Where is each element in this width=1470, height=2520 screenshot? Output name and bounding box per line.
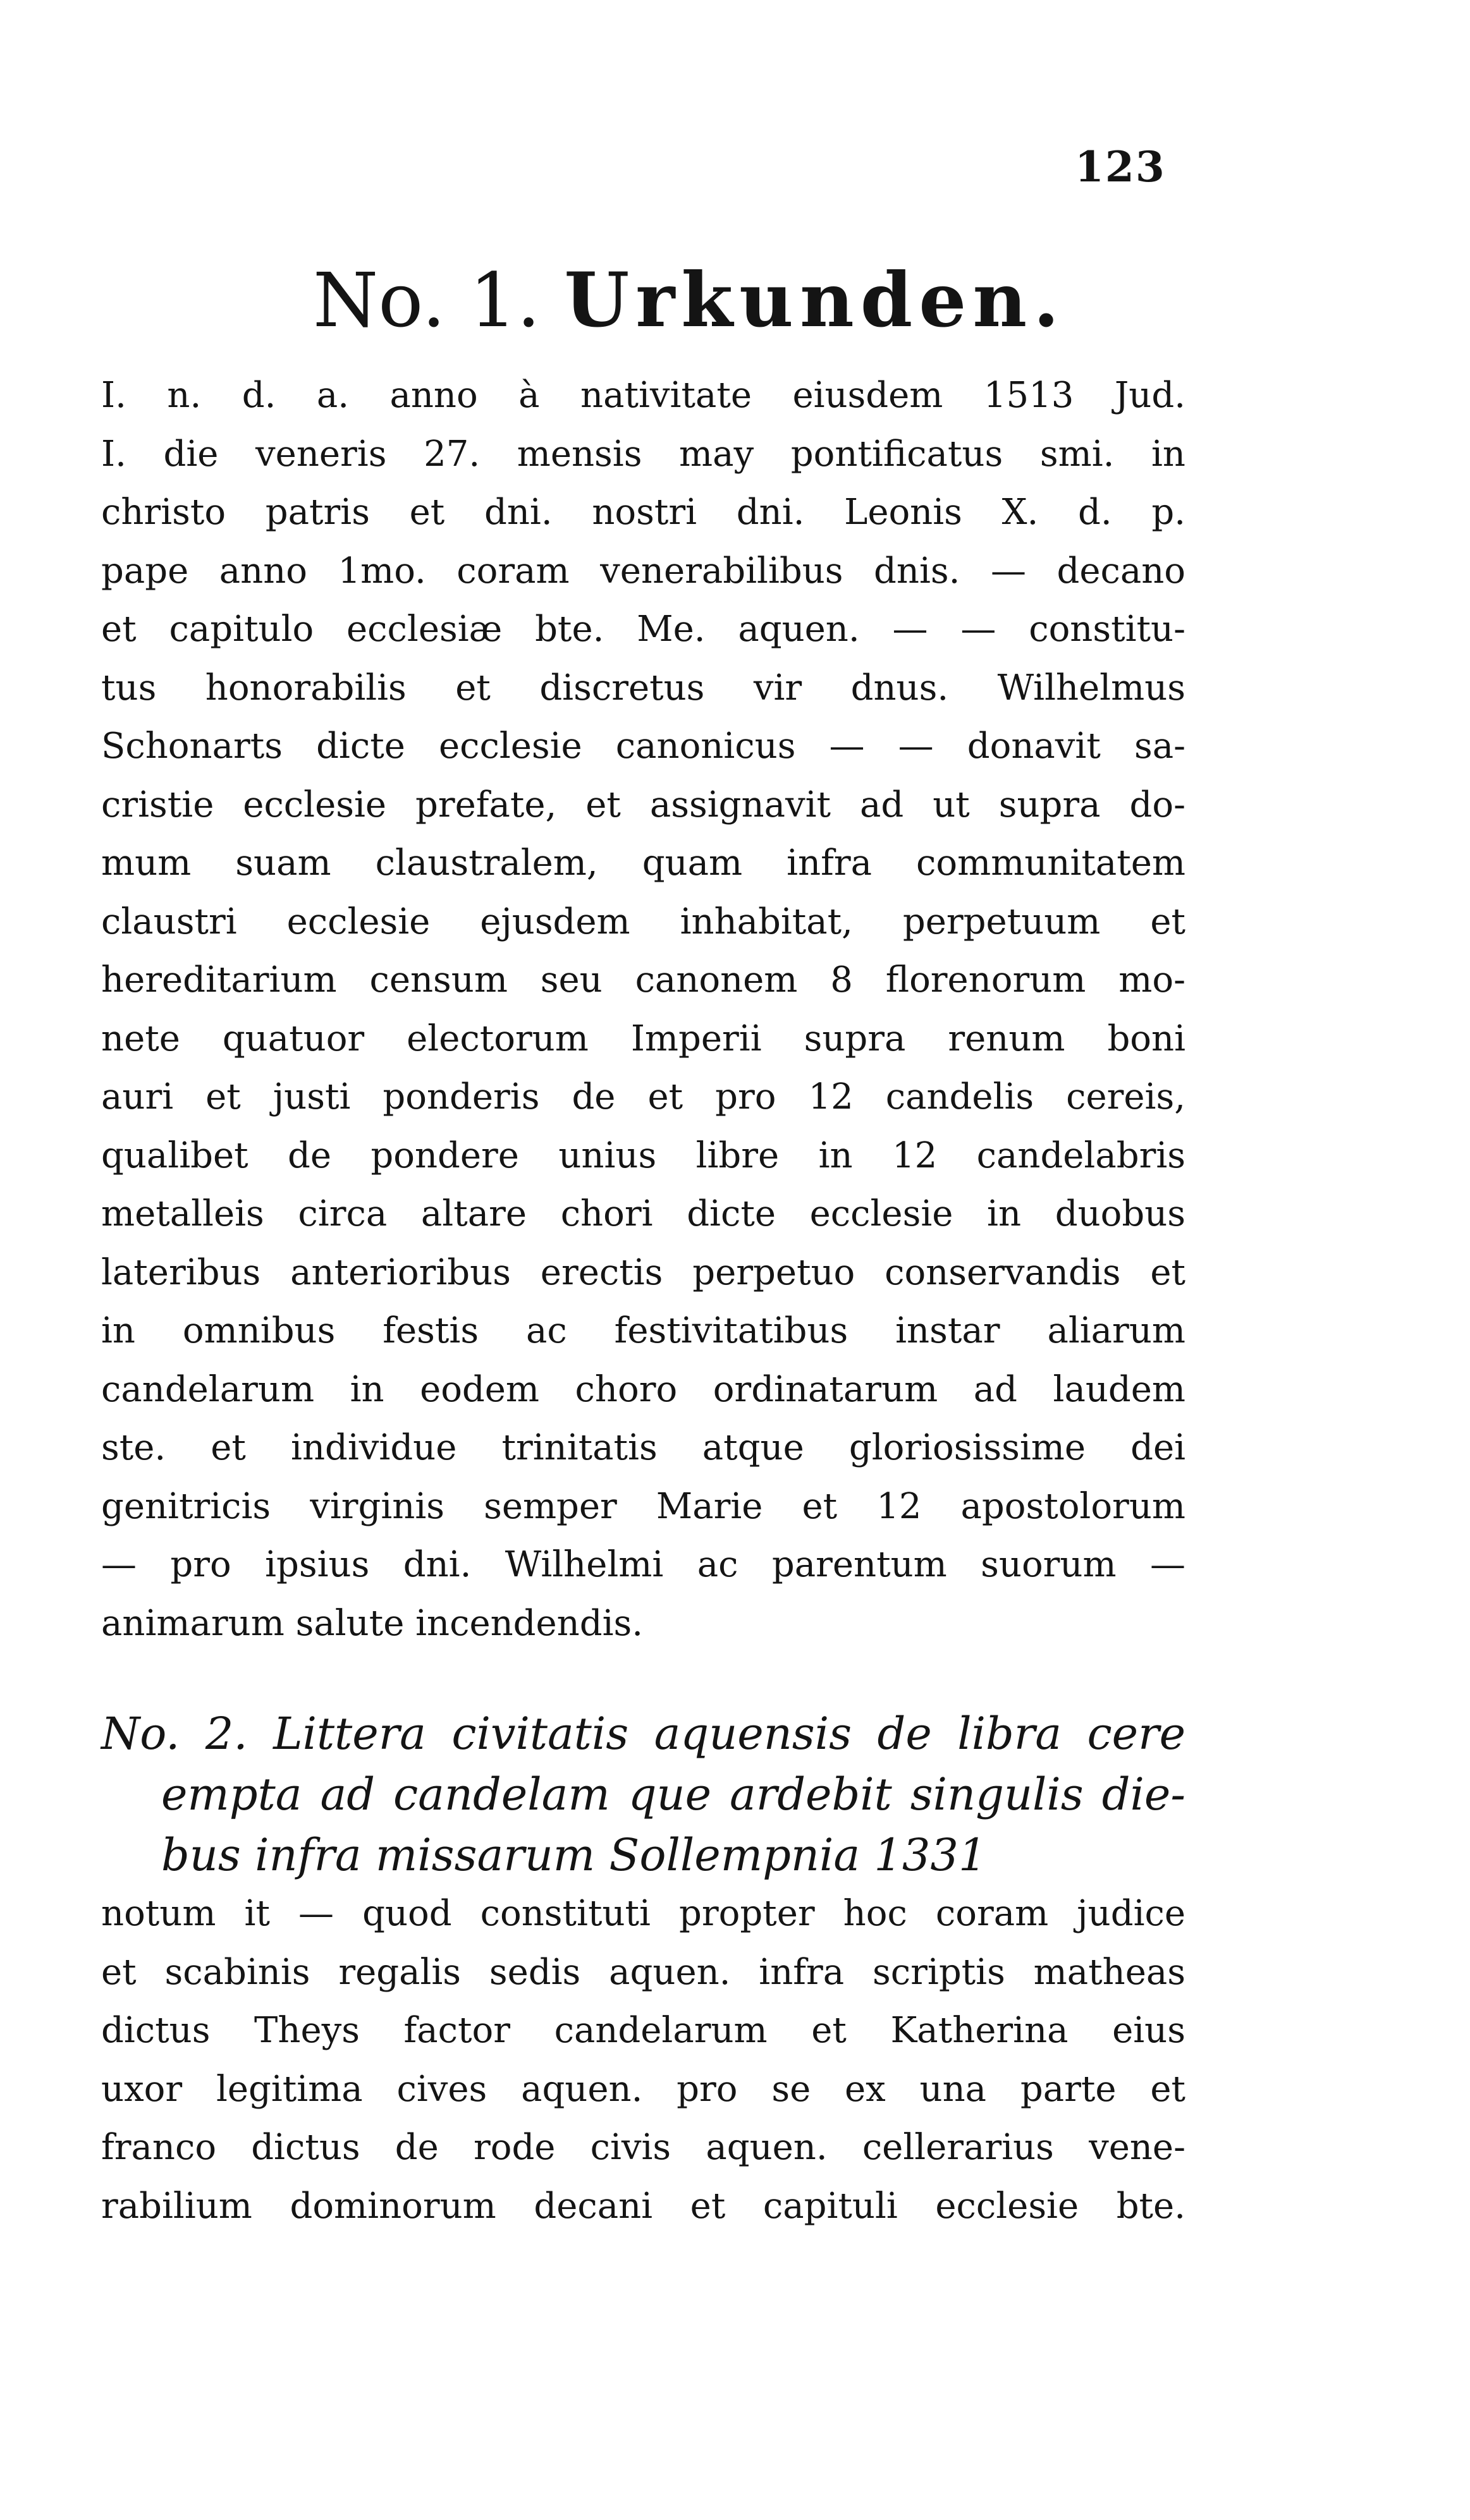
- title-line: empta ad candelam que ardebit singulis die-: [161, 1768, 1185, 1820]
- title-line: No. 2. Littera civitatis aquensis de libra cere: [101, 1708, 1185, 1760]
- text-line: tus honorabilis et discretus vir dnus. Wilhelmus: [101, 667, 1185, 709]
- document-2-body: [101, 1885, 1185, 2236]
- text-line: genitricis virginis semper Marie et 12 apostolorum: [101, 1485, 1185, 1527]
- text-line: cristie ecclesie prefate, et assignavit ad ut supra do-: [101, 784, 1185, 825]
- text-line: mum suam claustralem, quam infra communitatem: [101, 843, 1185, 884]
- document-2-title: [101, 1703, 1185, 1885]
- text-line: hereditarium censum seu canonem 8 florenorum mo-: [101, 959, 1185, 1001]
- text-line: animarum salute incendendis.: [101, 1602, 644, 1644]
- heading-title: Urkunden.: [564, 256, 1066, 344]
- text-line: — pro ipsius dni. Wilhelmi ac parentum suorum —: [101, 1544, 1185, 1585]
- text-line: lateribus anterioribus erectis perpetuo conservandis et: [101, 1251, 1185, 1293]
- title-line: bus infra missarum Sollempnia 1331: [161, 1829, 987, 1881]
- text-line: nete quatuor electorum Imperii supra renum boni: [101, 1018, 1185, 1059]
- text-line: I. die veneris 27. mensis may pontificatus smi. in: [101, 433, 1185, 475]
- section-heading: [313, 256, 1065, 344]
- text-line: auri et justi ponderis de et pro 12 candelis cereis,: [101, 1076, 1185, 1117]
- text-line: qualibet de pondere unius libre in 12 candelabris: [101, 1135, 1185, 1176]
- text-line: Schonarts dicte ecclesie canonicus — — donavit sa-: [101, 726, 1185, 767]
- text-line: et scabinis regalis sedis aquen. infra scriptis matheas: [101, 1951, 1185, 1993]
- text-line: ste. et individue trinitatis atque gloriosissime dei: [101, 1427, 1185, 1468]
- text-line: candelarum in eodem choro ordinatarum ad laudem: [101, 1368, 1185, 1410]
- text-line: dictus Theys factor candelarum et Katherina eius: [101, 2010, 1185, 2051]
- text-line: metalleis circa altare chori dicte ecclesie in duobus: [101, 1193, 1185, 1234]
- text-line: in omnibus festis ac festivitatibus instar aliarum: [101, 1310, 1185, 1351]
- text-line: franco dictus de rode civis aquen. cellerarius vene-: [101, 2127, 1185, 2168]
- text-line: I. n. d. a. anno à nativitate eiusdem 1513 Jud.: [101, 375, 1185, 416]
- text-line: rabilium dominorum decani et capituli ecclesie bte.: [101, 2185, 1185, 2227]
- text-line: pape anno 1mo. coram venerabilibus dnis. — decano: [101, 550, 1185, 592]
- text-line: uxor legitima cives aquen. pro se ex una parte et: [101, 2068, 1185, 2110]
- text-line: claustri ecclesie ejusdem inhabitat, perpetuum et: [101, 901, 1185, 942]
- document-1-body: [101, 367, 1185, 1653]
- text-line: notum it — quod constituti propter hoc coram judice: [101, 1893, 1185, 1934]
- text-line: christo patris et dni. nostri dni. Leonis X. d. p.: [101, 492, 1185, 533]
- page-number: 123: [1075, 142, 1166, 192]
- heading-prefix: No. 1.: [313, 257, 541, 344]
- text-line: et capitulo ecclesiæ bte. Me. aquen. — — constitu-: [101, 609, 1185, 650]
